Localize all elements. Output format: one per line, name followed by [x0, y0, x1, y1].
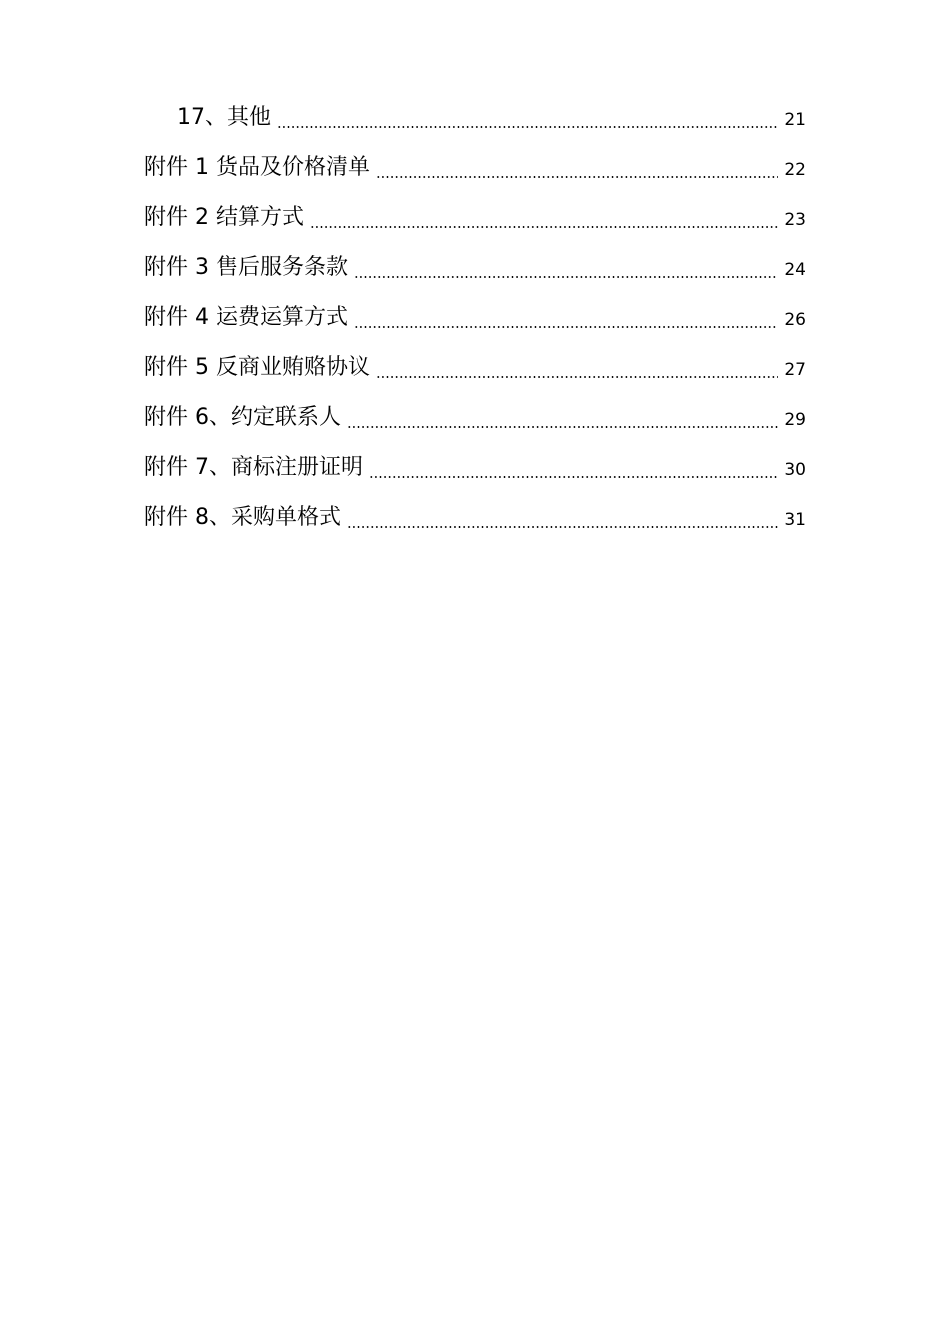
table-of-contents — [0, 100, 950, 550]
toc-entry-label: 附件 3 售后服务条款 — [144, 255, 348, 280]
toc-entry-label: 17、其他 — [177, 105, 271, 130]
toc-page-number: 29 — [784, 410, 806, 430]
dot-leader — [354, 276, 778, 278]
dot-leader — [376, 376, 778, 378]
dot-leader — [376, 176, 778, 178]
toc-page-number: 24 — [784, 260, 806, 280]
toc-entry-label: 附件 6、约定联系人 — [144, 405, 341, 430]
toc-entry-label: 附件 4 运费运算方式 — [144, 305, 348, 330]
toc-page-number: 31 — [784, 510, 806, 530]
toc-entry-label: 附件 1 货品及价格清单 — [144, 155, 370, 180]
toc-entry-attachment-7[interactable] — [0, 450, 950, 500]
toc-entry-attachment-1[interactable] — [0, 150, 950, 200]
toc-entry-other[interactable] — [0, 100, 950, 150]
toc-page-number: 30 — [784, 460, 806, 480]
dot-leader — [347, 526, 778, 528]
dot-leader — [277, 126, 778, 128]
toc-page-number: 26 — [784, 310, 806, 330]
dot-leader — [354, 326, 778, 328]
dot-leader — [310, 226, 778, 228]
toc-entry-label: 附件 7、商标注册证明 — [144, 455, 363, 480]
toc-entry-attachment-2[interactable] — [0, 200, 950, 250]
toc-page-number: 27 — [784, 360, 806, 380]
toc-entry-attachment-4[interactable] — [0, 300, 950, 350]
toc-entry-attachment-6[interactable] — [0, 400, 950, 450]
toc-entry-attachment-3[interactable] — [0, 250, 950, 300]
dot-leader — [347, 426, 778, 428]
toc-page-number: 23 — [784, 210, 806, 230]
dot-leader — [369, 476, 778, 478]
toc-page-number: 21 — [784, 110, 806, 130]
toc-entry-attachment-8[interactable] — [0, 500, 950, 550]
toc-page-number: 22 — [784, 160, 806, 180]
toc-entry-label: 附件 2 结算方式 — [144, 205, 304, 230]
toc-entry-attachment-5[interactable] — [0, 350, 950, 400]
toc-entry-label: 附件 8、采购单格式 — [144, 505, 341, 530]
toc-entry-label: 附件 5 反商业贿赂协议 — [144, 355, 370, 380]
